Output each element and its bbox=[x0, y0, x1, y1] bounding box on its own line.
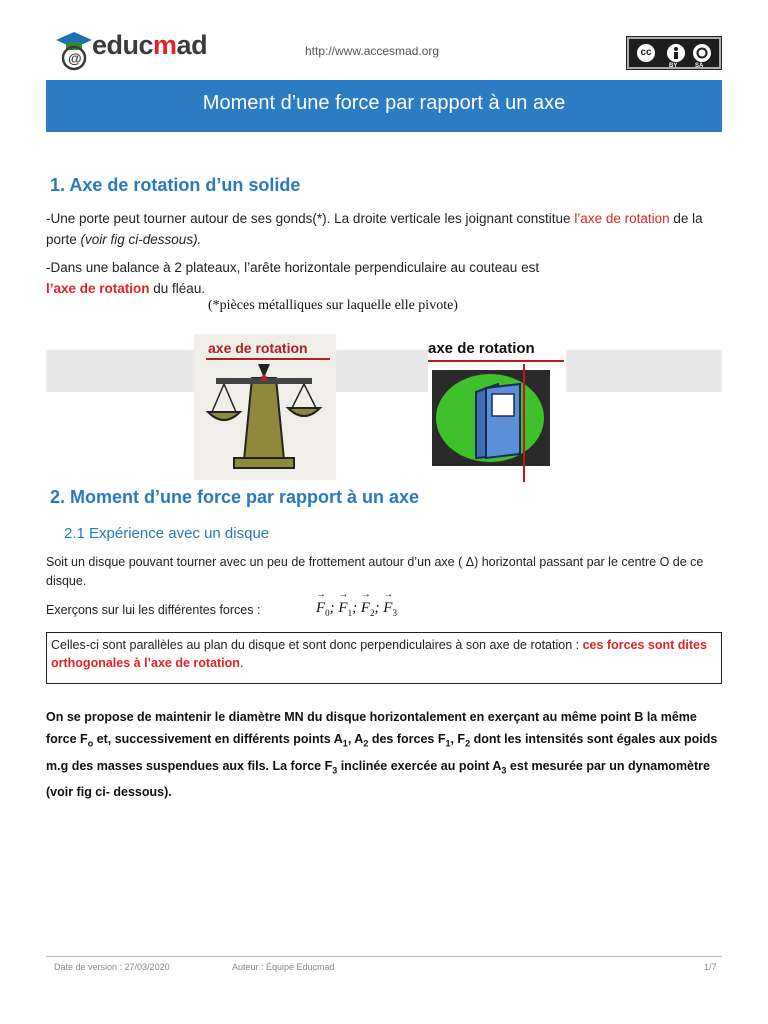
title-banner bbox=[46, 80, 722, 132]
footer-divider bbox=[46, 956, 722, 957]
logo-mortarboard-icon bbox=[52, 28, 96, 72]
paragraph-forces-intro: Exerçons sur lui les différentes forces : bbox=[46, 603, 261, 617]
paragraph-door: -Une porte peut tourner autour de ses gonds(*). La droite verticale les joignant constitue l’axe de rotation de la porte (voir fig ci-dessous). bbox=[46, 211, 703, 247]
footer-author: Auteur : Équipe Educmad bbox=[232, 962, 335, 972]
figure-band bbox=[46, 350, 722, 392]
sa-label: SA bbox=[695, 63, 704, 69]
door-rotation-icon bbox=[428, 334, 566, 484]
section-1-heading: 1. Axe de rotation d’un solide bbox=[50, 175, 301, 195]
svg-text:@: @ bbox=[68, 50, 82, 66]
orthogonal-forces-box bbox=[46, 632, 722, 684]
footnote-gonds: (*pièces métalliques sur laquelle elle pivote) bbox=[208, 298, 458, 313]
share-alike-icon bbox=[691, 42, 713, 64]
footer-date: Date de version : 27/03/2020 bbox=[54, 962, 170, 972]
door-figure bbox=[428, 334, 566, 484]
balance-scale-icon bbox=[194, 334, 336, 480]
paragraph-disk: Soit un disque pouvant tourner avec un peu de frottement autour d’un axe ( Δ) horizontal passant par le centre O de ce disque. bbox=[46, 555, 704, 588]
force-vector: → $F_2$ bbox=[361, 600, 375, 618]
cc-license-badge[interactable] bbox=[626, 36, 722, 70]
cc-icon: cc bbox=[635, 42, 657, 64]
box-text: Celles-ci sont parallèles au plan du disque et sont donc perpendiculaires à son axe de rotation : ces forces sont dites orthogonales à l’axe de rotation. bbox=[51, 638, 707, 670]
section-2-heading: 2. Moment d’une force par rapport à un axe bbox=[50, 487, 420, 507]
balance-axis-label: axe de rotation bbox=[208, 340, 308, 356]
force-vector: → $F_1$ bbox=[338, 600, 352, 618]
paragraph-balance: -Dans une balance à 2 plateaux, l’arête horizontale perpendiculaire au couteau est l’axe de rotation du fléau. bbox=[46, 260, 540, 296]
force-vector: → $F_0$ bbox=[316, 600, 330, 618]
logo-text: educmad bbox=[92, 30, 208, 60]
experiment-paragraph: On se propose de maintenir le diamètre MN du disque horizontalement en exerçant au même point B la même force $F_o$ et, successivement en différents points $A_1$, $A_2$ des forces $F_1$, $F_2$ dont les intensités sont égales aux poids m.g des masses suspendues aux fils. La force $F_3$ inclinée exercée au point $A_3$ est mesurée par un dynamomètre (voir fig ci- dessous). bbox=[46, 710, 718, 799]
by-person-icon bbox=[665, 42, 687, 64]
force-vector: → $F_3$ bbox=[383, 600, 397, 618]
footer-page-number: 1/7 bbox=[704, 962, 717, 972]
door-axis-label: axe de rotation bbox=[428, 340, 535, 357]
subsection-2-1-heading: 2.1 Expérience avec un disque bbox=[64, 525, 270, 542]
balance-figure bbox=[194, 334, 336, 480]
by-label: BY bbox=[669, 63, 678, 69]
site-url-link[interactable]: http://www.accesmad.org bbox=[305, 44, 440, 58]
page-title: Moment d’une force par rapport à un axe bbox=[202, 92, 566, 114]
force-vectors: → $F_0$; → $F_1$; → $F_2$; → $F_3$ bbox=[316, 600, 397, 618]
